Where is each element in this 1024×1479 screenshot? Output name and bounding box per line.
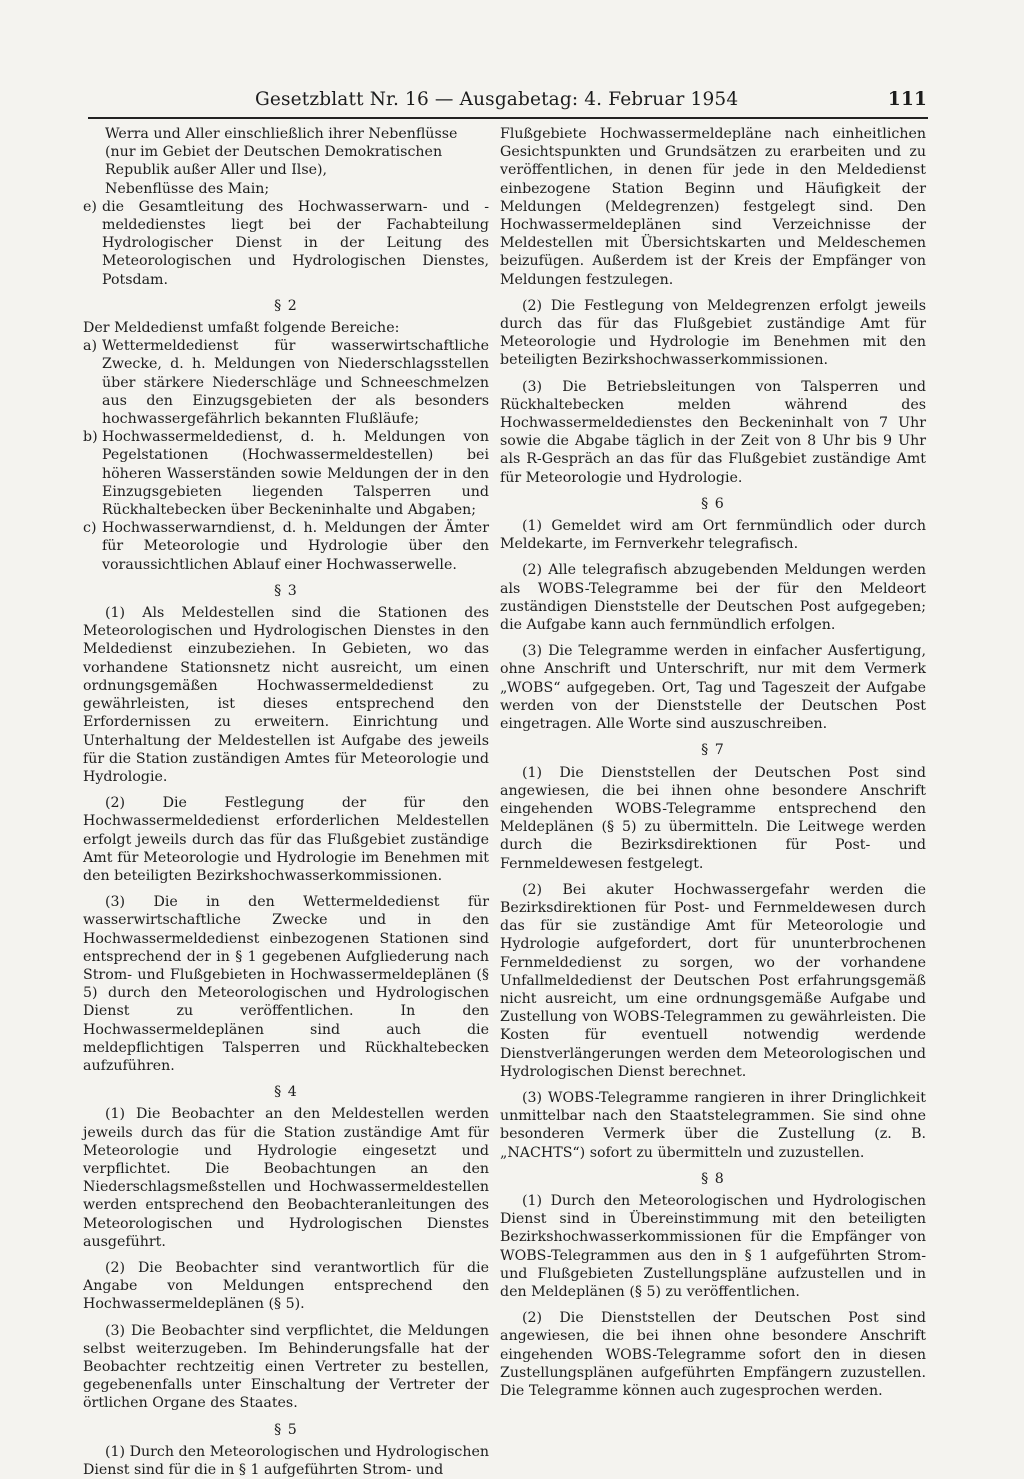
- list-item-text: Wettermeldedienst für wasserwirtschaftliche Zwecke, d. h. Meldungen von Niederschlagsstellen über stärkere Niederschläge und Schneeschmelzen aus den Einzugsgebieten der als besonders hochwassergefährlich bekannten Flußläufe;: [102, 338, 489, 428]
- section-heading: § 6: [701, 495, 725, 512]
- section-heading: § 5: [274, 1421, 298, 1438]
- list-marker: b): [83, 429, 98, 446]
- paragraph: (3) WOBS-Telegramme rangieren in ihrer Dringlichkeit unmittelbar nach den Staatstelegrammen. Sie sind ohne besonderen Vermerk über die Zustellung (z. B. „NACHTS“) sofort zu übermitteln und zuzustellen.: [500, 1089, 926, 1161]
- header-rule: [88, 117, 928, 119]
- continued-list-line: Nebenflüsse des Main;: [105, 180, 270, 197]
- paragraph: (2) Die Festlegung von Meldegrenzen erfolgt jeweils durch das für das Flußgebiet zuständige Amt für Meteorologie und Hydrologie im Benehmen mit den beteiligten Bezirkshochwasserkommissionen.: [500, 297, 926, 369]
- paragraph: (3) Die Telegramme werden in einfacher Ausfertigung, ohne Anschrift und Unterschrift, nur mit dem Vermerk „WOBS“ aufgegeben. Ort, Tag und Tageszeit der Aufgabe werden von der Dienststelle der Deutschen Post eingetragen. Alle Worte sind auszuschreiben.: [500, 643, 926, 733]
- list-item-a: [83, 337, 489, 428]
- section-heading: § 2: [274, 297, 298, 314]
- paragraph: (3) Die Betriebsleitungen von Talsperren und Rückhaltebecken melden während des Hochwassermeldedienstes den Beckeninhalt von 7 Uhr sowie die Abgabe täglich in der Zeit von 8 Uhr bis 9 Uhr als R-Gespräch an das für das Flußgebiet zuständige Amt für Meteorologie und Hydrologie.: [500, 378, 926, 486]
- paragraph: (1) Durch den Meteorologischen und Hydrologischen Dienst sind für die in § 1 aufgeführten Strom- und: [83, 1443, 489, 1479]
- paragraph: Flußgebiete Hochwassermeldepläne nach einheitlichen Gesichtspunkten und Grundsätzen zu erarbeiten und zu veröffentlichen, in denen für jede in den Meldedienst einbezogene Station Beginn und Häufigkeit der Meldungen (Meldegrenzen) festgelegt sind. Den Hochwassermeldeplänen sind Verzeichnisse der Meldestellen mit Übersichtskarten und Meldeschemen beizufügen. Außerdem ist der Kreis der Empfänger von Meldungen festzulegen.: [500, 126, 926, 288]
- list-item-b: [83, 428, 489, 519]
- left-column: [83, 125, 489, 1479]
- continued-list-line: Werra und Aller einschließlich ihrer Nebenflüsse: [105, 126, 458, 142]
- section-heading: § 8: [701, 1170, 725, 1187]
- section-heading: § 7: [701, 742, 725, 759]
- paragraph: (3) Die in den Wettermeldedienst für wasserwirtschaftliche Zwecke und in den Hochwassermeldedienst einbezogenen Stationen sind entsprechend der in § 1 gegebenen Aufgliederung nach Strom- und Flußgebieten in Hochwassermeldeplänen (§ 5) durch den Meteorologischen und Hydrologischen Dienst zu veröffentlichen. In den Hochwassermeldeplänen sind auch die meldepflichtigen Talsperren und Rückhaltebecken aufzuführen.: [83, 894, 489, 1074]
- paragraph: (3) Die Beobachter sind verpflichtet, die Meldungen selbst weiterzugeben. Im Behinderungsfalle hat der Beobachter rechtzeitig einen Vertreter zu bestellen, gegebenenfalls unter Einschaltung der Vertreter der örtlichen Organe des Staates.: [83, 1322, 489, 1412]
- page-number: 111: [887, 89, 927, 110]
- list-item-text: die Gesamtleitung des Hochwasserwarn- und -meldedienstes liegt bei der Fachabteilung Hydrologischer Dienst in der Leitung des Meteorologischen und Hydrologischen Dienstes, Potsdam.: [102, 198, 489, 288]
- paragraph: (1) Als Meldestellen sind die Stationen des Meteorologischen und Hydrologischen Dienstes in den Meldedienst einzubeziehen. In Gebieten, wo das vorhandene Stationsnetz nicht ausreicht, um einen ordnungsgemäßen Hochwassermeldedienst zu gewährleisten, ist dieses entsprechend den Erfordernissen zu erweitern. Einrichtung und Unterhaltung der Meldestellen ist Aufgabe des jeweils für die Station zuständigen Amtes für Meteorologie und Hydrologie.: [83, 605, 489, 785]
- section-heading: § 4: [274, 1084, 298, 1101]
- list-item-e: [83, 198, 489, 289]
- paragraph: (2) Die Dienststellen der Deutschen Post sind angewiesen, die bei ihnen ohne besondere Anschrift eingehenden WOBS-Telegramme sofort den in diesen Zustellungsplänen aufgeführten Empfängern zuzustellen. Die Telegramme können auch zugesprochen werden.: [500, 1310, 926, 1399]
- list-marker: a): [83, 338, 97, 355]
- paragraph: Der Meldedienst umfaßt folgende Bereiche:: [83, 320, 400, 337]
- paragraph: (2) Die Beobachter sind verantwortlich für die Angabe von Meldungen entsprechend den Hochwassermeldeplänen (§ 5).: [83, 1259, 489, 1313]
- continued-list-line: Republik außer Aller und Ilse),: [105, 162, 328, 179]
- list-marker: e): [83, 198, 97, 215]
- paragraph: (2) Die Festlegung der für den Hochwassermeldedienst erforderlichen Meldestellen erfolgt jeweils durch das für das Flußgebiet zuständige Amt für Meteorologie und Hydrologie im Benehmen mit den beteiligten Bezirkshochwasserkommissionen.: [83, 795, 489, 884]
- list-item-text: Hochwassermeldedienst, d. h. Meldungen von Pegelstationen (Hochwassermeldestellen) bei höheren Wasserständen sowie Meldungen der in den Einzugsgebieten liegenden Talsperren und Rückhaltebecken über Beckeninhalte und Abgaben;: [102, 429, 489, 519]
- paragraph: (1) Die Beobachter an den Meldestellen werden jeweils durch das für die Station zuständige Amt für Meteorologie und Hydrologie eingesetzt und verpflichtet. Die Beobachtungen an den Niederschlagsmeßstellen und Hochwassermeldestellen werden entsprechend den Beobachteranleitungen des Meteorologischen und Hydrologischen Dienstes ausgeführt.: [83, 1106, 489, 1250]
- list-item-text: Hochwasserwarndienst, d. h. Meldungen der Ämter für Meteorologie und Hydrologie über den voraussichtlichen Ablauf einer Hochwasserwelle.: [102, 520, 489, 573]
- paragraph: (2) Alle telegrafisch abzugebenden Meldungen werden als WOBS-Telegramme bei der für den Meldeort zuständigen Dienststelle der Deutschen Post aufgegeben; die Aufgabe kann auch fernmündlich erfolgen.: [500, 562, 926, 634]
- list-marker: c): [83, 520, 97, 537]
- paragraph: (1) Gemeldet wird am Ort fernmündlich oder durch Meldekarte, im Fernverkehr telegrafisch.: [500, 518, 926, 553]
- paragraph: (2) Bei akuter Hochwassergefahr werden die Bezirksdirektionen für Post- und Fernmeldewesen durch das für sie zuständige Amt für Meteorologie und Hydrologie aufgefordert, dort für ununterbrochenen Fernmeldedienst zu sorgen, wo der vorhandene Unfallmeldedienst der Deutschen Post erfahrungsgemäß nicht ausreicht, um eine ordnungsgemäße Aufgabe und Zustellung von WOBS-Telegrammen zu gewährleisten. Die Kosten für eventuell notwendig werdende Dienstverlängerungen werden dem Meteorologischen und Hydrologischen Dienst berechnet.: [500, 881, 926, 1080]
- continued-list-line: (nur im Gebiet der Deutschen Demokratischen: [105, 144, 443, 161]
- paragraph: (1) Die Dienststellen der Deutschen Post sind angewiesen, die bei ihnen ohne besondere Anschrift eingehenden WOBS-Telegramme entsprechend den Meldeplänen (§ 5) zu übermitteln. Die Leitwege werden durch die Bezirksdirektionen für Post- und Fernmeldewesen festgelegt.: [500, 764, 926, 872]
- paragraph: (1) Durch den Meteorologischen und Hydrologischen Dienst sind in Übereinstimmung mit den beteiligten Bezirkshochwasserkommissionen für die Empfänger von WOBS-Telegrammen aus den in § 1 aufgeführten Strom- und Flußgebieten Zustellungspläne aufzustellen und in den Meldeplänen (§ 5) zu veröffentlichen.: [500, 1192, 926, 1300]
- header-title: Gesetzblatt Nr. 16 — Ausgabetag: 4. Februar 1954: [255, 89, 739, 110]
- section-heading: § 3: [274, 582, 298, 599]
- list-item-c: [83, 519, 489, 574]
- right-column: [500, 125, 926, 1400]
